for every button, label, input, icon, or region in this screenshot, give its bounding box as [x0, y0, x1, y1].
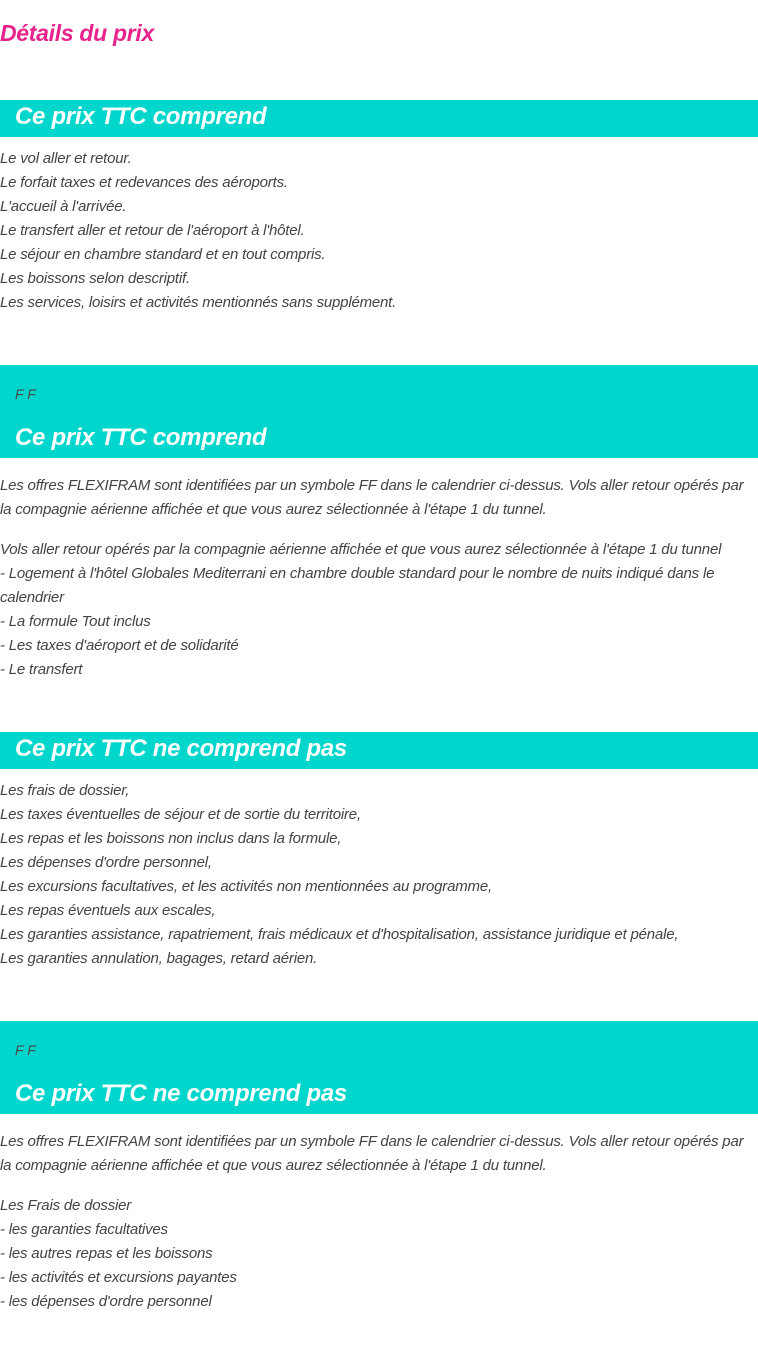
section-4-header — [0, 1021, 758, 1114]
list-item: L'accueil à l'arrivée. — [0, 198, 127, 215]
flexifram-intro: Les offres FLEXIFRAM sont identifiées par un symbole FF dans le calendrier ci-dessus. Vols aller retour opérés par la compagnie aérienne affichée et que vous aurez sélectionnée à l'étape 1 du tunnel. — [0, 477, 744, 518]
list-item: - les dépenses d'ordre personnel — [0, 1293, 212, 1310]
list-item: Le forfait taxes et redevances des aéroports. — [0, 174, 288, 191]
list-item: Les excursions facultatives, et les activités non mentionnées au programme, — [0, 878, 492, 895]
section-1-header — [0, 100, 758, 137]
list-item: Les garanties annulation, bagages, retard aérien. — [0, 950, 318, 967]
flexifram-intro: Les offres FLEXIFRAM sont identifiées par un symbole FF dans le calendrier ci-dessus. Vols aller retour opérés par la compagnie aérienne affichée et que vous aurez sélectionnée à l'étape 1 du tunnel. — [0, 1133, 744, 1174]
list-item: - les autres repas et les boissons — [0, 1245, 213, 1262]
section-3-header — [0, 732, 758, 769]
list-item: Vols aller retour opérés par la compagnie aérienne affichée et que vous aurez sélectionnée à l'étape 1 du tunnel — [0, 541, 722, 558]
flexifram-tag: F F — [15, 386, 36, 402]
flexifram-included-list — [0, 538, 750, 682]
excluded-list — [0, 779, 750, 971]
page-title: Détails du prix — [0, 20, 154, 46]
included-list — [0, 147, 750, 315]
list-item: Les services, loisirs et activités mentionnés sans supplément. — [0, 294, 397, 311]
section-heading: Ce prix TTC comprend — [15, 103, 267, 130]
list-item: - Le transfert — [0, 661, 83, 678]
list-item: Le séjour en chambre standard et en tout compris. — [0, 246, 326, 263]
list-item: Les boissons selon descriptif. — [0, 270, 190, 287]
list-item: - les activités et excursions payantes — [0, 1269, 237, 1286]
list-item: Les taxes éventuelles de séjour et de sortie du territoire, — [0, 806, 361, 823]
list-item: Les dépenses d'ordre personnel, — [0, 854, 212, 871]
list-item: - Logement à l'hôtel Globales Mediterrani en chambre double standard pour le nombre de nuits indiqué dans le calendrier — [0, 565, 715, 606]
section-heading: Ce prix TTC ne comprend pas — [15, 735, 347, 762]
list-item: Le vol aller et retour. — [0, 150, 132, 167]
list-item: Les repas éventuels aux escales, — [0, 902, 216, 919]
list-item: Les repas et les boissons non inclus dans la formule, — [0, 830, 342, 847]
section-heading: Ce prix TTC comprend — [15, 424, 267, 451]
list-item: Les garanties assistance, rapatriement, frais médicaux et d'hospitalisation, assistance juridique et pénale, — [0, 926, 679, 943]
section-2-header — [0, 365, 758, 458]
list-item: - La formule Tout inclus — [0, 613, 151, 630]
flexifram-excluded-list — [0, 1194, 750, 1314]
list-item: Les frais de dossier, — [0, 782, 130, 799]
flexifram-tag: F F — [15, 1042, 36, 1058]
list-item: - les garanties facultatives — [0, 1221, 168, 1238]
list-item: Les Frais de dossier — [0, 1197, 132, 1214]
list-item: - Les taxes d'aéroport et de solidarité — [0, 637, 239, 654]
list-item: Le transfert aller et retour de l'aéroport à l'hôtel. — [0, 222, 305, 239]
section-heading: Ce prix TTC ne comprend pas — [15, 1080, 347, 1107]
